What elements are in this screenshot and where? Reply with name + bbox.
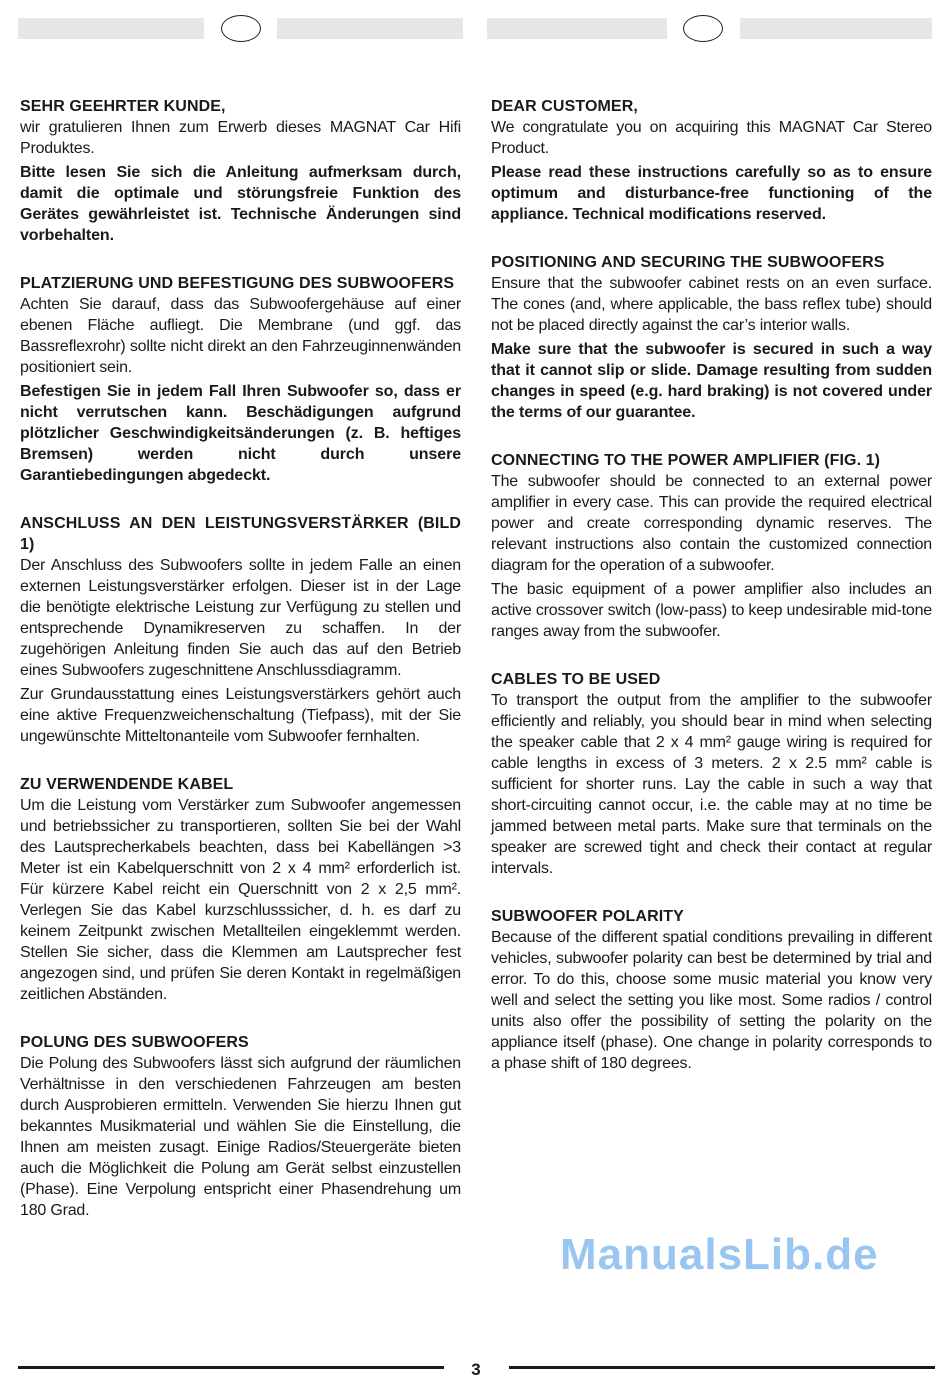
english-column xyxy=(491,96,932,1101)
paragraph: wir gratulieren Ihnen zum Erwerb dieses MAGNAT Car Hifi Produktes. xyxy=(20,119,461,157)
bold-paragraph: Befestigen Sie in jedem Fall Ihren Subwoofer so, dass er nicht verrutschen kann. Beschädigungen aufgrund plötzlicher Geschwindigkeitsänderungen (z. B. heftiges Bremsen) werden nicht durch unsere Garantiebedingungen abgedeckt. xyxy=(20,383,461,484)
section-heading: SEHR GEEHRTER KUNDE, xyxy=(20,98,226,115)
paragraph: Um die Leistung vom Verstärker zum Subwoofer angemessen und betriebssicher zu transportieren, sollten Sie bei der Wahl des Lautsprecherkabels beachten, dass bei Kabellängen >3 Meter ist ein Kabelquerschnitt von 2 x 4 mm² erforderlich ist. Für kürzere Kabel reicht ein Querschnitt von 2 x 2,5 mm². Verlegen Sie das Kabel kurzschlusssicher, d. h. es darf zu keinem Zeitpunkt zwischen Metallteilen eingeklemmt werden. Stellen Sie sicher, dass die Klemmen am Lautsprecher fest angezogen sind, und prüfen Sie deren Kontakt in regelmäßigen zeitlichen Abständen. xyxy=(20,797,461,1003)
bold-paragraph: Bitte lesen Sie sich die Anleitung aufmerksam durch, damit die optimale und störungsfreie Funktion des Gerätes gewährleistet ist. Technische Änderungen sind vorbehalten. xyxy=(20,164,461,244)
section-heading: DEAR CUSTOMER, xyxy=(491,98,638,115)
paragraph: We congratulate you on acquiring this MAGNAT Car Stereo Product. xyxy=(491,119,932,157)
right-section xyxy=(491,252,932,423)
bold-paragraph: Please read these instructions carefully so as to ensure optimum and disturbance-free functioning of the appliance. Technical modifications reserved. xyxy=(491,164,932,223)
left-section xyxy=(20,96,461,246)
language-flag-circle-de xyxy=(221,15,261,42)
right-section xyxy=(491,669,932,879)
page-number: 3 xyxy=(471,1360,481,1379)
german-column xyxy=(20,96,461,1248)
paragraph: Achten Sie darauf, dass das Subwoofergehäuse auf einer ebenen Fläche aufliegt. Die Membrane (und ggf. das Bassreflexrohr) sollte nicht direkt an den Fahrzeuginnenwänden positioniert sein. xyxy=(20,296,461,376)
section-heading: POLUNG DES SUBWOOFERS xyxy=(20,1034,249,1051)
watermark: ManualsLib.de xyxy=(560,1230,879,1279)
paragraph: Ensure that the subwoofer cabinet rests on an even surface. The cones (and, where applicable, the bass reflex tube) should not be placed directly against the car’s interior walls. xyxy=(491,275,932,334)
paragraph: Because of the different spatial conditions prevailing in different vehicles, subwoofer polarity can best be determined by trial and error. To do this, choose some music material you know very well and select the setting you like most. Some radios / control units also offer the possibility of setting the polarity on the appliance itself (phase). One change in polarity corresponds to a phase shift of 180 degrees. xyxy=(491,929,932,1072)
section-heading: ZU VERWENDENDE KABEL xyxy=(20,776,234,793)
section-heading: POSITIONING AND SECURING THE SUBWOOFERS xyxy=(491,254,885,271)
paragraph: The subwoofer should be connected to an external power amplifier in every case. This can provide the required electrical power and create corresponding dynamic reserves. The relevant instructions also contain the customized connection diagram for the operation of a subwoofer. xyxy=(491,473,932,574)
right-section xyxy=(491,906,932,1074)
bold-paragraph: Make sure that the subwoofer is secured in such a way that it cannot slip or slide. Damage resulting from sudden changes in speed (e.g. hard braking) is not covered under the terms of our guarantee. xyxy=(491,341,932,421)
section-heading: PLATZIERUNG UND BEFESTIGUNG DES SUBWOOFERS xyxy=(20,275,455,292)
left-section xyxy=(20,1032,461,1221)
left-section xyxy=(20,513,461,747)
paragraph: To transport the output from the amplifier to the subwoofer efficiently and reliably, you should bear in mind when selecting the speaker cable that 2 x 4 mm² gauge wiring is required for cable lengths in excess of 3 meters. 2 x 2.5 mm² cable is sufficient for shorter runs. Lay the cable in such a way that short-circuiting cannot occur, i.e. the cable may at no time be jammed between metal parts. Make sure that terminals on the speaker are screwed tight and check their contact at regular intervals. xyxy=(491,692,932,877)
footer-line-right xyxy=(509,1366,935,1369)
right-section xyxy=(491,96,932,225)
paragraph: Zur Grundausstattung eines Leistungsverstärkers gehört auch eine aktive Frequenzweichenschaltung (Tiefpass), mit der Sie ungewünschte Mitteltonanteile vom Subwoofer fernhalten. xyxy=(20,686,461,745)
paragraph: The basic equipment of a power amplifier also includes an active crossover switch (low-pass) to keep undesirable mid-tone ranges away from the subwoofer. xyxy=(491,581,932,640)
header-bar-right-b xyxy=(740,18,932,39)
header-bar-left-a xyxy=(18,18,204,39)
section-heading: CONNECTING TO THE POWER AMPLIFIER (FIG. 1) xyxy=(491,452,881,469)
paragraph: Der Anschluss des Subwoofers sollte in jedem Falle an einen externen Leistungsverstärker erfolgen. Dieser ist in der Lage die benötigte elektrische Leistung zur Verfügung zu stellen und entsprechende Dynamikreserven zu schaffen. In der zugehörigen Anleitung finden Sie auch das auf den Betrieb eines Subwoofers zugeschnittene Anschlussdiagramm. xyxy=(20,557,461,679)
section-heading: CABLES TO BE USED xyxy=(491,671,661,688)
header-bar-right-a xyxy=(487,18,667,39)
paragraph: Die Polung des Subwoofers lässt sich aufgrund der räumlichen Verhältnisse in den verschiedenen Fahrzeugen am besten durch Ausprobieren ermitteln. Verwenden Sie hierzu Ihnen gut bekanntes Musikmaterial und wählen Sie die Einstellung, die Ihnen am meisten zusagt. Einige Radios/Steuergeräte bieten auch die Möglichkeit die Polung am Gerät selbst einzustellen (Phase). Eine Verpolung entspricht einer Phasendrehung um 180 Grad. xyxy=(20,1055,461,1219)
footer-line-left xyxy=(18,1366,444,1369)
language-flag-circle-en xyxy=(683,15,723,42)
left-section xyxy=(20,774,461,1005)
section-heading: ANSCHLUSS AN DEN LEISTUNGSVERSTÄRKER (BILD 1) xyxy=(20,515,461,553)
right-section xyxy=(491,450,932,642)
header-bar-left-b xyxy=(277,18,463,39)
section-heading: SUBWOOFER POLARITY xyxy=(491,908,684,925)
left-section xyxy=(20,273,461,486)
